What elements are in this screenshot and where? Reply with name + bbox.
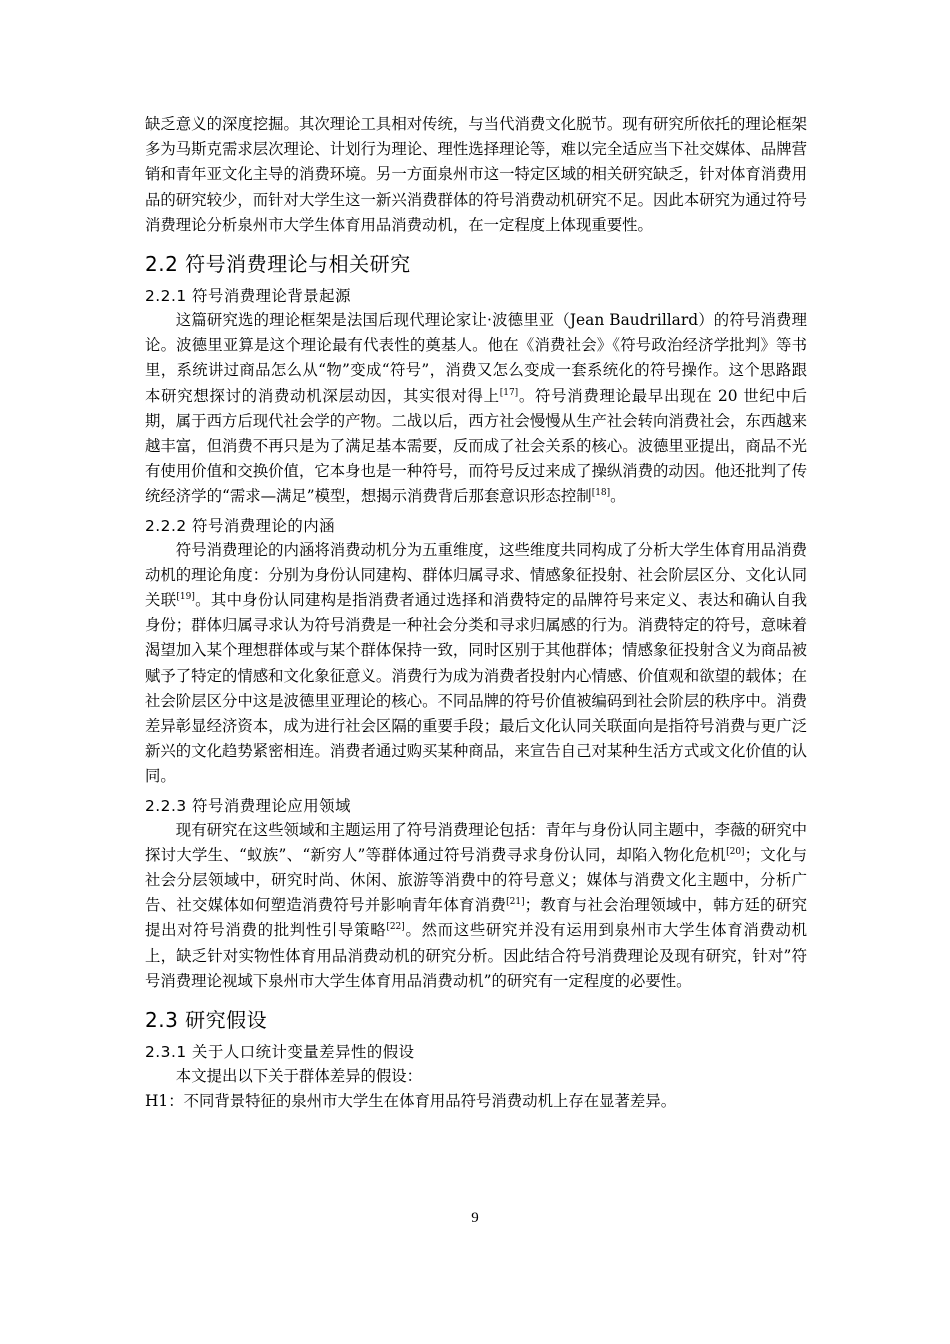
citation-21[interactable]: [21] [506,897,525,908]
subsection-heading-2-3-1: 2.3.1 关于人口统计变量差异性的假设 [145,1043,415,1062]
paragraph-2-3-1: 本文提出以下关于群体差异的假设： [175,1067,423,1086]
text-run: 。其中身份认同建构是指消费者通过选择和消费特定的品牌符号来定义、表达和确认自我身份；群体归属寻求认为符号消费是一种社会分类和寻求归属感的行为。消费特定的符号，意味着渴望加入某个理想群体或与某个群体保持一致，同时区别于其他群体；情感象征投射含义为商品被赋予了特定的情感和文化象征意义。消费行为成为消费者投射内心情感、价值观和欲望的载体；在社会阶层区分中这是波德里亚理论的核心。不同品牌的符号价值被编码到社会阶层的秩序中。消费差异彰显经济资本，成为进行社会区隔的重要手段；最后文化认同关联面向是指符号消费与更广泛新兴的文化趋势紧密相连。消费者通过购买某种商品，来宣告自己对某种生活方式或文化价值的认同。 [145,591,807,786]
text-run: ；文化与社会分层领域中，研究时尚、休闲、旅游等消费中的符号意义；媒体与消费文化主题中，分析广告、社交媒体如何塑造消费符号并影响青年体育消费 [145,845,807,915]
paragraph-2-2-1 [145,308,807,510]
citation-22[interactable]: [22] [386,922,405,933]
citation-20[interactable]: [20] [726,846,745,857]
section-heading-2-3: 2.3 研究假设 [145,1008,268,1033]
text-run: 。然而这些研究并没有运用到泉州市大学生体育消费动机上，缺乏针对实物性体育用品消费动机的研究分析。因此结合符号消费理论及现有研究，针对”符号消费理论视域下泉州市大学生体育用品消费动机”的研究有一定程度的必要性。 [145,921,807,990]
section-heading-2-2: 2.2 符号消费理论与相关研究 [145,252,411,277]
hypothesis-h1: H1：不同背景特征的泉州市大学生在体育用品符号消费动机上存在显著差异。 [145,1092,677,1111]
page-number: 9 [471,1210,479,1226]
subsection-heading-2-2-3: 2.2.3 符号消费理论应用领域 [145,796,351,815]
intro-paragraph: 缺乏意义的深度挖掘。其次理论工具相对传统，与当代消费文化脱节。现有研究所依托的理论框架多为马斯克需求层次理论、计划行为理论、理性选择理论等，难以完全适应当下社交媒体、品牌营销和青年亚文化主导的消费环境。另一方面泉州市这一特定区域的相关研究缺乏，针对体育消费用品的研究较少，而针对大学生这一新兴消费群体的符号消费动机研究不足。因此本研究为通过符号消费理论分析泉州市大学生体育用品消费动机，在一定程度上体现重要性。 [145,115,807,234]
citation-19[interactable]: [19] [176,592,195,603]
paragraph-2-2-2 [145,538,807,790]
paragraph-2-2-3 [145,818,807,994]
page-content [145,112,807,1115]
text-run: ；教育与社会治理领域中，韩方廷的研究提出对符号消费的批判性引导策略 [145,896,807,940]
text-run: 这篇研究选的理论框架是法国后现代理论家让·波德里亚（Jean Baudrillard）的符号消费理论。波德里亚算是这个理论最有代表性的奠基人。他在《消费社会》《符号政治经济学批判》等书里，系统讲过商品怎么从“物”变成“符号”，消费又怎么变成一套系统化的符号操作。这个思路跟本研究想探讨的消费动机深层动因，其实很对得上 [145,311,807,405]
text-run: 。 [610,487,626,506]
subsection-heading-2-2-2: 2.2.2 符号消费理论的内涵 [145,516,336,535]
text-run: 。符号消费理论最早出现在 20 世纪中后期，属于西方后现代社会学的产物。二战以后，西方社会慢慢从生产社会转向消费社会，东西越来越丰富，但消费不再只是为了满足基本需要，反而成了社会关系的核心。波德里亚提出，商品不光有使用价值和交换价值，它本身也是一种符号，而符号反过来成了操纵消费的动因。他还批判了传统经济学的“需求—满足”模型，想揭示消费背后那套意识形态控制 [145,386,807,506]
citation-18[interactable]: [18] [591,488,611,499]
subsection-heading-2-2-1: 2.2.1 符号消费理论背景起源 [145,287,351,306]
text-run: 符号消费理论的内涵将消费动机分为五重维度，这些维度共同构成了分析大学生体育用品消费动机的理论角度：分别为身份认同建构、群体归属寻求、情感象征投射、社会阶层区分、文化认同关联 [145,540,807,610]
citation-17[interactable]: [17] [499,387,519,398]
text-run: 现有研究在这些领域和主题运用了符号消费理论包括：青年与身份认同主题中，李薇的研究中探讨大学生、“蚁族”、“新穷人”等群体通过符号消费寻求身份认同，却陷入物化危机 [145,820,807,864]
